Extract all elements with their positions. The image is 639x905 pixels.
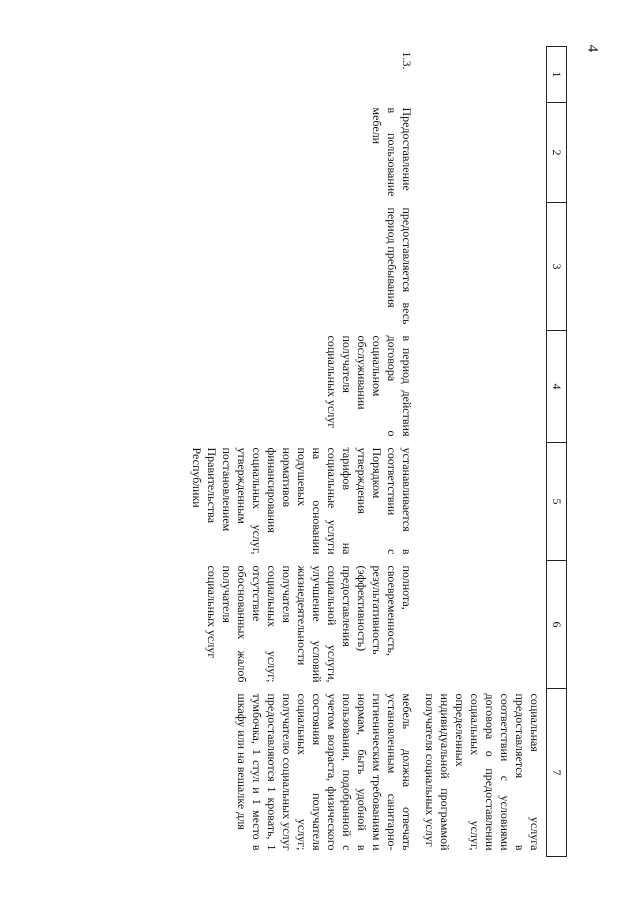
services-table [185,46,567,857]
service-conditions: мебель должна отвечать установленным санитарно-гигиеническим требованиям и нормам, быть удобной в пользовании, подобранной с учетом возраста, физического состояния получателя социальных услуг; получателю социальных услуг предоставляются 1 кровать, 1 тумбочка, 1 стул и 1 место в шкафу или на вешалке для [235,693,414,851]
page-number: 4 [583,44,600,53]
continuation-conditions-text: социальная услуга предоставляется в соответствии с условиями договора о предоставлении социальных услуг, определенных индивидуальной программой получателя социальных услуг [423,693,542,851]
column-header-4: 4 [547,331,567,443]
column-header-2: 2 [547,103,567,203]
column-header-7: 7 [547,689,567,857]
service-name: Предоставление в пользование мебели [370,107,414,197]
column-header-6: 6 [547,561,567,689]
row-number: 1.3. [400,51,414,70]
service-description: предоставляется весь период пребывания [385,207,414,325]
empty-cell [418,203,547,331]
service-tariff: устанавливается в соответствии с Порядком утверждения тарифов на социальные услуги на основании подушевых нормативов финансирования социальных услуг, утвержденным постановлением Правительства Республики [190,447,414,555]
empty-cell [418,443,547,561]
quality-indicators: полнота, своевременность, результативность (эффективность) предоставления социальной услуги, улучшение условий жизнедеятельности получателя социальных услуг; отсутствие обоснованных жалоб получателя социальных услуг [205,565,414,683]
empty-cell [418,331,547,443]
column-header-3: 3 [547,203,567,331]
empty-cell [418,561,547,689]
column-header-row [547,47,567,857]
continuation-row [418,47,547,857]
column-header-1: 1 [547,47,567,103]
empty-cell [418,103,547,203]
table-row [185,47,418,857]
column-header-5: 5 [547,443,567,561]
rotated-page-content [67,46,567,856]
empty-cell [418,47,547,103]
service-timing: в период действия договора о социальном обслуживании получателя социальных услуг [325,335,414,437]
